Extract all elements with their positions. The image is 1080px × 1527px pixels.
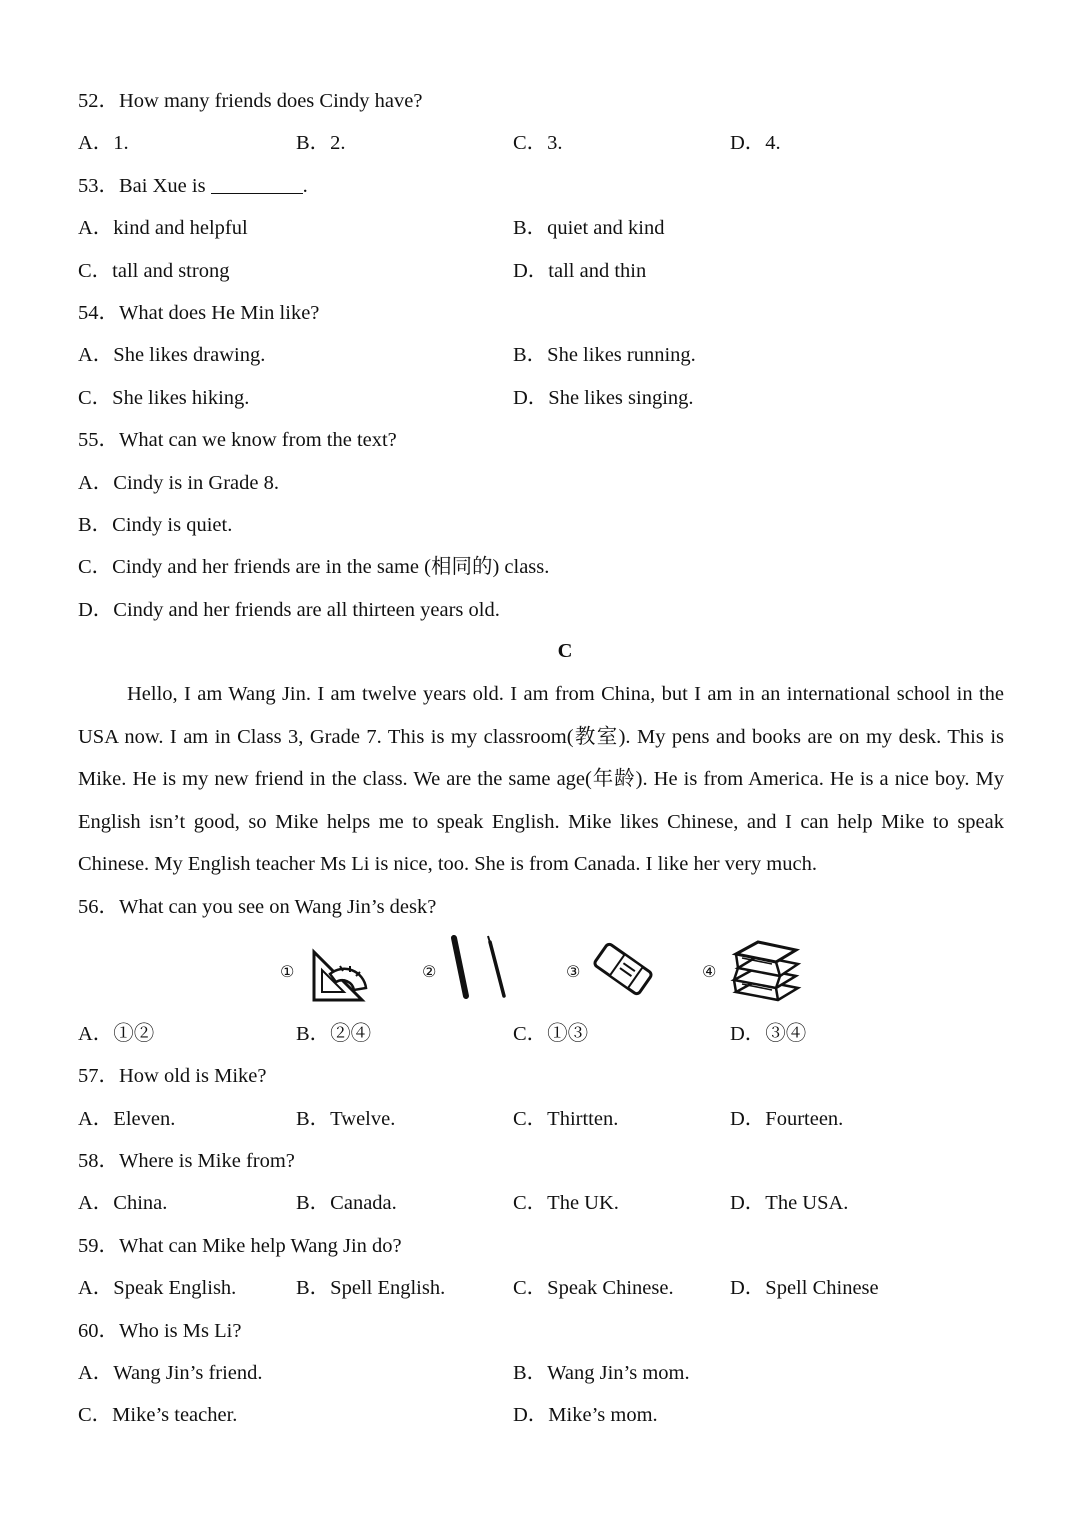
option-53-b[interactable]: B．quiet and kind (513, 217, 665, 239)
question-54-stem: 54．What does He Min like? (78, 302, 320, 324)
option-58-d[interactable]: D．The USA. (730, 1192, 849, 1214)
option-59-a[interactable]: A．Speak English. (78, 1277, 237, 1299)
option-60-c[interactable]: C．Mike’s teacher. (78, 1404, 238, 1426)
question-52-stem: 52．How many friends does Cindy have? (78, 90, 423, 112)
option-57-a[interactable]: A．Eleven. (78, 1108, 176, 1130)
picture-3 (566, 940, 666, 1004)
option-55-b[interactable]: B．Cindy is quiet. (78, 514, 233, 536)
question-57-stem: 57．How old is Mike? (78, 1065, 267, 1087)
pens-icon (446, 934, 512, 1004)
option-58-c[interactable]: C．The UK. (513, 1192, 619, 1214)
option-56-d[interactable]: D．③④ (730, 1023, 807, 1045)
option-59-b[interactable]: B．Spell English. (296, 1277, 446, 1299)
picture-4 (702, 934, 812, 1006)
option-52-c[interactable]: C．3. (513, 132, 563, 154)
option-60-a[interactable]: A．Wang Jin’s friend. (78, 1362, 263, 1384)
option-54-b[interactable]: B．She likes running. (513, 344, 696, 366)
option-52-d[interactable]: D．4. (730, 132, 781, 154)
question-53-stem-end: . (302, 175, 308, 197)
option-52-b[interactable]: B．2. (296, 132, 346, 154)
picture-2 (422, 934, 522, 1004)
option-57-d[interactable]: D．Fourteen. (730, 1108, 844, 1130)
section-heading: C (557, 640, 573, 662)
option-53-a[interactable]: A．kind and helpful (78, 217, 248, 239)
books-icon (728, 934, 802, 1006)
option-52-a[interactable]: A．1. (78, 132, 129, 154)
option-55-c[interactable]: C．Cindy and her friends are in the same (相同的) class. (78, 556, 550, 578)
option-59-c[interactable]: C．Speak Chinese. (513, 1277, 674, 1299)
picture-number-2: ② (422, 962, 437, 981)
answer-blank (211, 175, 303, 194)
picture-number-1: ① (280, 962, 295, 981)
option-60-d[interactable]: D．Mike’s mom. (513, 1404, 658, 1426)
eraser-icon (592, 940, 654, 998)
picture-1 (280, 942, 380, 1004)
reading-passage: Hello, I am Wang Jin. I am twelve years old. I am from China, but I am in an international school in the USA now. I am in Class 3, Grade 7. This is my classroom(教室). My pens and books are on my desk. This is Mike. He is my new friend in the class. We are the same age(年龄). He is from America. He is a nice boy. My English isn’t good, so Mike helps me to speak English. Mike likes Chinese, and I can help Mike to speak Chinese. My English teacher Ms Li is nice, too. She is from Canada. I like her very much. (78, 683, 1004, 875)
option-60-b[interactable]: B．Wang Jin’s mom. (513, 1362, 690, 1384)
option-54-c[interactable]: C．She likes hiking. (78, 387, 250, 409)
option-55-d[interactable]: D．Cindy and her friends are all thirteen years old. (78, 599, 500, 621)
question-55-stem: 55．What can we know from the text? (78, 429, 397, 451)
option-56-b[interactable]: B．②④ (296, 1023, 372, 1045)
question-53-stem-text: 53．Bai Xue is (78, 175, 211, 197)
option-53-d[interactable]: D．tall and thin (513, 260, 647, 282)
question-58-stem: 58．Where is Mike from? (78, 1150, 295, 1172)
option-54-a[interactable]: A．She likes drawing. (78, 344, 266, 366)
option-58-b[interactable]: B．Canada. (296, 1192, 397, 1214)
option-53-c[interactable]: C．tall and strong (78, 260, 230, 282)
question-56-stem: 56．What can you see on Wang Jin’s desk? (78, 896, 437, 918)
option-55-a[interactable]: A．Cindy is in Grade 8. (78, 472, 279, 494)
question-53-stem (78, 174, 308, 198)
option-56-c[interactable]: C．①③ (513, 1023, 589, 1045)
option-54-d[interactable]: D．She likes singing. (513, 387, 694, 409)
picture-number-3: ③ (566, 962, 581, 981)
option-56-a[interactable]: A．①② (78, 1023, 155, 1045)
question-59-stem: 59．What can Mike help Wang Jin do? (78, 1235, 402, 1257)
option-59-d[interactable]: D．Spell Chinese (730, 1277, 879, 1299)
ruler-protractor-icon (310, 944, 370, 1004)
question-60-stem: 60．Who is Ms Li? (78, 1320, 242, 1342)
picture-number-4: ④ (702, 962, 717, 981)
option-57-b[interactable]: B．Twelve. (296, 1108, 396, 1130)
option-58-a[interactable]: A．China. (78, 1192, 168, 1214)
option-57-c[interactable]: C．Thirtten. (513, 1108, 619, 1130)
